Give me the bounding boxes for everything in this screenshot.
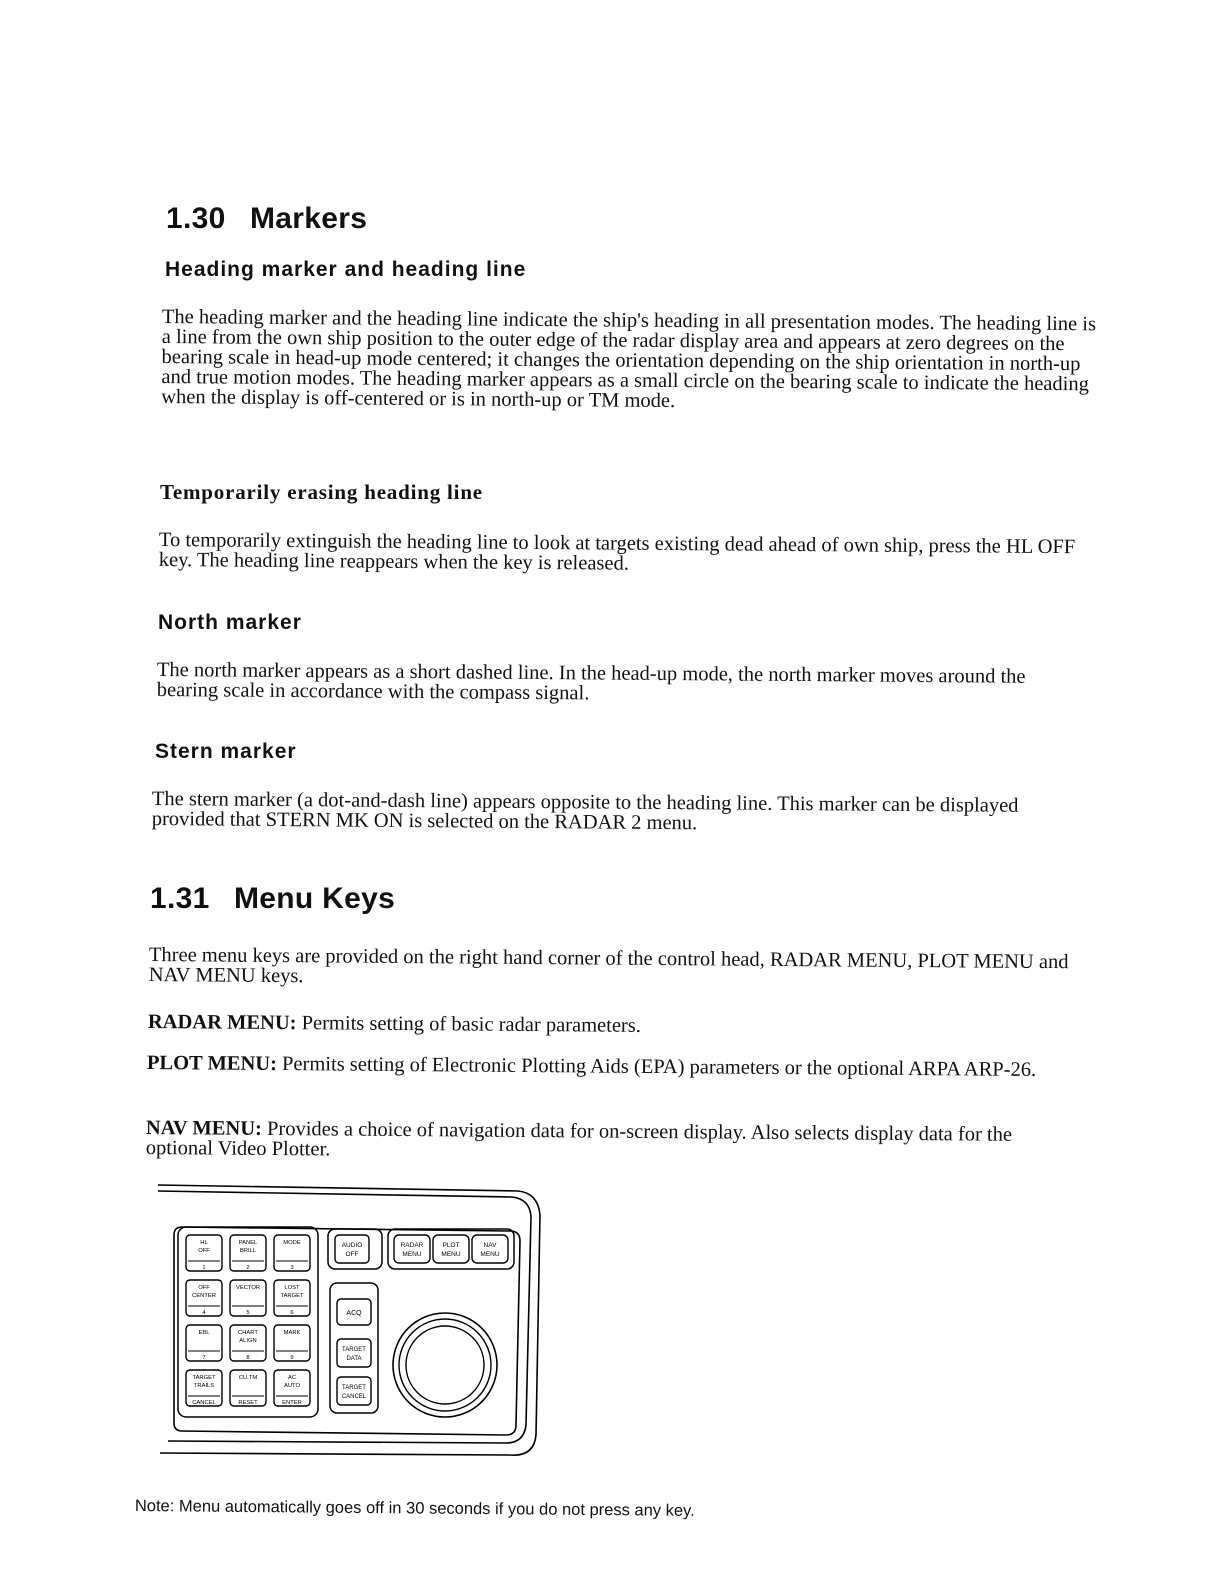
radar-menu-key[interactable] [394, 1235, 430, 1263]
keypad-key-label-bottom: 7 [202, 1355, 206, 1361]
keypad-key[interactable] [230, 1235, 266, 1271]
keypad-key[interactable] [230, 1280, 266, 1316]
nav-menu-key-label-top: NAV [483, 1242, 497, 1249]
keypad-key-label-top: PANEL [238, 1240, 258, 1246]
keypad-key-label-bottom: 1 [202, 1265, 206, 1271]
keypad-key-label-top: AC [287, 1375, 297, 1381]
target-data-key-label-bottom: DATA [346, 1356, 362, 1362]
stern-marker-title: Stern marker [155, 740, 297, 763]
keypad-key-label-middle: TRAILS [193, 1383, 215, 1389]
keypad-key-label-top: CHART [238, 1330, 258, 1336]
keypad-key[interactable] [274, 1325, 310, 1361]
keypad-key-label-middle: BRILL [239, 1248, 257, 1254]
heading-marker-title: Heading marker and heading line [165, 258, 527, 281]
nav-menu-key[interactable] [472, 1235, 508, 1263]
target-data-key[interactable] [337, 1339, 371, 1367]
audio-off-key[interactable] [335, 1235, 369, 1263]
keypad-key-label-bottom: CANCEL [192, 1400, 216, 1406]
keypad-key-label-bottom: 3 [290, 1265, 294, 1271]
nav-menu-text: Provides a choice of navigation data for on-screen display. Also selects display data for the optional Video Plotter. [145, 1117, 1013, 1161]
target-cancel-key[interactable] [337, 1377, 371, 1405]
keypad-key[interactable] [274, 1370, 310, 1406]
keypad-key[interactable] [230, 1325, 266, 1361]
stern-marker-paragraph: The stern marker (a dot-and-dash line) appears opposite to the heading line. This marker can be displayed provided that STERN MK ON is selected on the RADAR 2 menu. [151, 788, 1019, 835]
keypad-key-label-middle: OFF [198, 1248, 210, 1254]
keypad-key-label-bottom: ENTER [282, 1400, 302, 1406]
keypad-key-label-bottom: 6 [290, 1310, 294, 1316]
menu-timeout-note: Note: Menu automatically goes off in 30 seconds if you do not press any key. [134, 1497, 695, 1520]
section-1-31-heading [150, 882, 395, 916]
radar-menu-key-label-bottom: MENU [402, 1251, 422, 1258]
acq-key[interactable] [337, 1299, 371, 1325]
nav-menu-key-label-bottom: MENU [480, 1251, 500, 1258]
section-1-30-heading [166, 202, 367, 236]
keypad-key[interactable] [274, 1280, 310, 1316]
keypad-key[interactable] [186, 1325, 222, 1361]
keypad-key-label-bottom: 5 [246, 1310, 250, 1316]
keypad-key-label-top: CU,TM [238, 1375, 258, 1381]
keypad-key-label-middle: CENTER [192, 1293, 216, 1299]
plot-menu-description [147, 1053, 1037, 1080]
keypad-key-label-bottom: 2 [246, 1265, 250, 1271]
keypad-key-label-top: VECTOR [235, 1285, 261, 1291]
radar-menu-description [148, 1012, 1048, 1039]
north-marker-title: North marker [158, 611, 302, 634]
plot-menu-key-label-bottom: MENU [441, 1251, 461, 1258]
trackball[interactable] [393, 1313, 497, 1417]
menu-keys-intro: Three menu keys are provided on the right hand corner of the control head, RADAR MENU, PLOT MENU and NAV MENU keys. [148, 944, 1069, 988]
section-title: Markers [250, 202, 368, 235]
target-cancel-key-label-bottom: CANCEL [341, 1394, 367, 1400]
section-title: Menu Keys [234, 882, 396, 915]
section-number: 1.30 [166, 202, 226, 235]
keypad-key-label-top: TARGET [192, 1375, 216, 1381]
target-cancel-key-label-top: TARGET [342, 1385, 366, 1391]
keypad-key-label-top: HL [200, 1240, 208, 1246]
keypad-key[interactable] [186, 1280, 222, 1316]
keypad-key-label-bottom: RESET [238, 1400, 258, 1406]
keypad-key-label-top: MARK [283, 1330, 301, 1336]
nav-menu-description [146, 1118, 1051, 1165]
heading-marker-paragraph: The heading marker and the heading line indicate the ship's heading in all presentation modes. The heading line is a line from the own ship position to the outer edge of the radar display area and appears at zero degrees on the bearing scale in head-up mode centered; it changes the orientation depending on the ship orientation in north-up and true motion modes. The heading marker appears as a small circle on the bearing scale to indicate the heading when the display is off-centered or is in north-up or TM mode. [161, 306, 1097, 413]
keypad-key-label-middle: TARGET [280, 1293, 304, 1299]
keypad-key-label-bottom: 4 [202, 1310, 206, 1316]
audio-off-key-label-top: AUDIO [341, 1242, 363, 1249]
north-marker-paragraph: The north marker appears as a short dashed line. In the head-up mode, the north marker moves around the bearing scale in accordance with the compass signal. [156, 659, 1026, 705]
keypad-key-label-top: LOST [284, 1285, 300, 1291]
nav-menu-label: NAV MENU: [145, 1117, 262, 1140]
keypad-key-label-bottom: 8 [246, 1355, 250, 1361]
keypad-key-label-top: EBL [198, 1330, 210, 1336]
plot-menu-text: Permits setting of Electronic Plotting Aids (EPA) parameters or the optional ARPA ARP-26. [281, 1053, 1037, 1081]
temp-erase-title: Temporarily erasing heading line [160, 480, 483, 504]
plot-menu-key[interactable] [433, 1235, 469, 1263]
keypad-key-label-middle: ALIGN [239, 1338, 257, 1344]
keypad-key-label-middle: AUTO [284, 1383, 300, 1389]
temp-erase-paragraph: To temporarily extinguish the heading line to look at targets existing dead ahead of own ship, press the HL OFF key. The heading line reappears when the key is released. [158, 529, 1076, 575]
keypad-key-label-top: OFF [198, 1285, 210, 1291]
keypad-key[interactable] [186, 1370, 222, 1406]
audio-off-key-label-bottom: OFF [345, 1251, 359, 1258]
acq-key-label: ACQ [346, 1310, 362, 1317]
keypad [186, 1235, 310, 1406]
radar-menu-key-label-top: RADAR [400, 1242, 424, 1249]
radar-menu-text: Permits setting of basic radar parameters. [301, 1012, 642, 1037]
plot-menu-key-label-top: PLOT [442, 1242, 460, 1249]
plot-menu-label: PLOT MENU: [146, 1052, 278, 1076]
keypad-key[interactable] [230, 1370, 266, 1406]
radar-menu-label: RADAR MENU: [147, 1011, 297, 1035]
keypad-key[interactable] [274, 1235, 310, 1271]
keypad-key[interactable] [186, 1235, 222, 1271]
section-number: 1.31 [150, 882, 210, 915]
target-data-key-label-top: TARGET [342, 1347, 366, 1353]
control-head-illustration [150, 1175, 550, 1465]
keypad-key-label-top: MODE [283, 1240, 301, 1246]
keypad-key-label-bottom: 9 [290, 1355, 294, 1361]
